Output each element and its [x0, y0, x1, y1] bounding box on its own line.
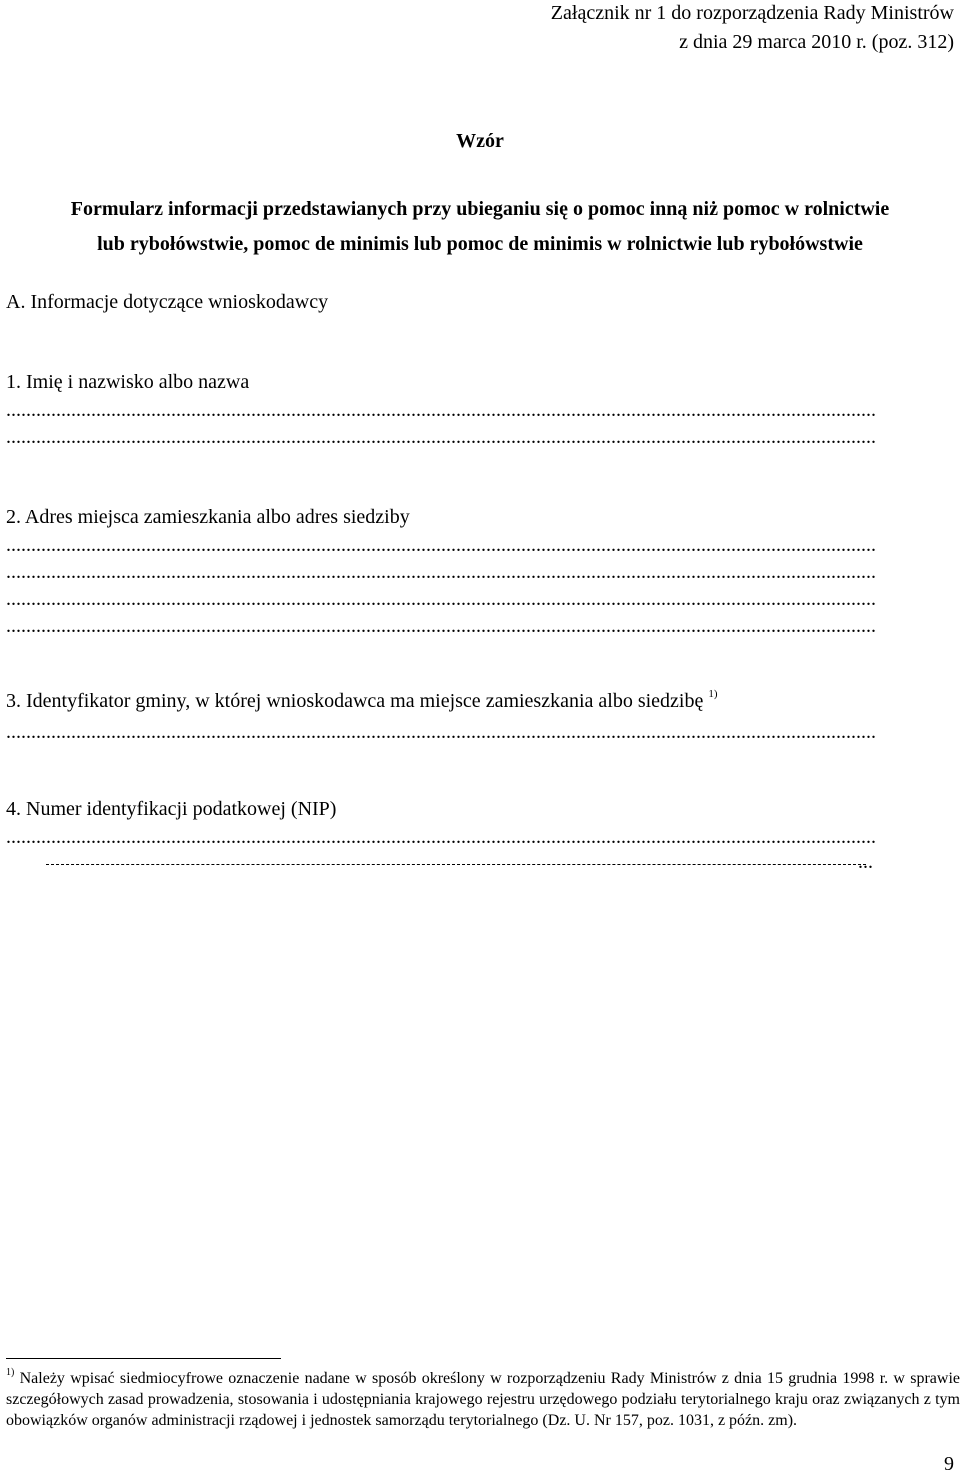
page-number: 9	[944, 1453, 954, 1475]
footnote	[6, 1368, 960, 1431]
field-3-label	[6, 690, 718, 713]
field-3-fill-line[interactable]	[6, 720, 876, 744]
field-4-dashed-line[interactable]	[46, 864, 866, 865]
field-2-fill-line[interactable]	[6, 560, 876, 584]
annex-header-line-1: Załącznik nr 1 do rozporządzenia Rady Ministrów	[550, 2, 954, 24]
footnote-text: Należy wpisać siedmiocyfrowe oznaczenie nadane w sposób określony w rozporządzeniu Rady Ministrów z dnia 15 grudnia 1998 r. w sprawie szczegółowych zasad prowadzenia, stosowania i udostępniania krajowego rejestru urzędowego podziału terytorialnego kraju oraz związanych z tym obowiązków organów administracji rządowej i jednostek samorządu terytorialnego (Dz. U. Nr 157, poz. 1031, z późn. zm).	[6, 1370, 960, 1429]
field-1-label: 1. Imię i nazwisko albo nazwa	[6, 371, 250, 393]
field-4-line-end: ...	[858, 851, 873, 873]
field-2-fill-line[interactable]	[6, 614, 876, 638]
document-title: Wzór	[456, 130, 504, 152]
field-4-label: 4. Numer identyfikacji podatkowej (NIP)	[6, 798, 337, 820]
field-2-fill-line[interactable]	[6, 533, 876, 557]
form-title-line-1: Formularz informacji przedstawianych przy ubieganiu się o pomoc inną niż pomoc w rolnictwie	[70, 198, 890, 220]
field-2-label: 2. Adres miejsca zamieszkania albo adres siedziby	[6, 506, 410, 528]
field-1-fill-line[interactable]	[6, 425, 876, 449]
form-title	[0, 192, 960, 262]
footnote-separator	[6, 1358, 281, 1359]
footnote-marker: 1)	[6, 1366, 15, 1378]
section-a-heading: A. Informacje dotyczące wnioskodawcy	[6, 291, 329, 313]
form-title-line-2: lub rybołówstwie, pomoc de minimis lub pomoc de minimis w rolnictwie lub rybołówstwie	[97, 233, 863, 255]
field-4-fill-line[interactable]	[6, 825, 876, 849]
annex-header-line-2: z dnia 29 marca 2010 r. (poz. 312)	[679, 31, 954, 53]
field-1-fill-line[interactable]	[6, 398, 876, 422]
footnote-reference: 1)	[708, 688, 718, 701]
field-2-fill-line[interactable]	[6, 587, 876, 611]
field-3-label-text: 3. Identyfikator gminy, w której wnioskodawca ma miejsce zamieszkania albo siedzibę	[6, 690, 704, 712]
